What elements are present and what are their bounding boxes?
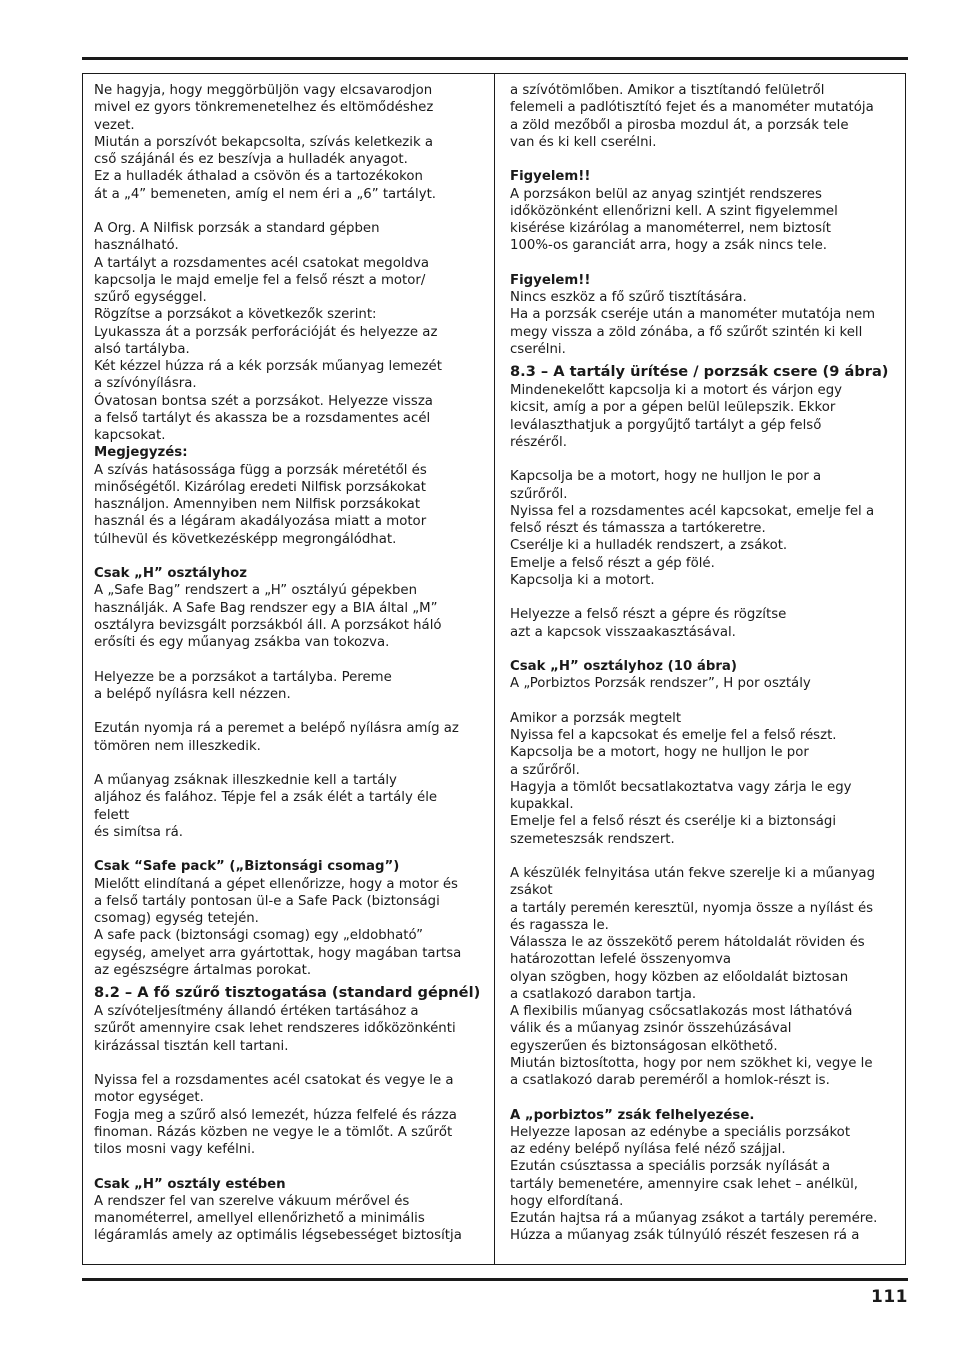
- text-line: alsó tartályba.: [94, 341, 190, 357]
- text-line: egyszerűen és biztonságosan elköthető.: [510, 1038, 778, 1054]
- text-line: Helyezze be a porzsákot a tartályba. Pereme: [94, 669, 392, 685]
- text-line: Ezután hajtsa rá a műanyag zsákot a tartály peremére.: [510, 1211, 878, 1226]
- subheading: Figyelem!!: [510, 169, 591, 185]
- text-line: kicsit, amíg a por a gépen belül leülepszik. Ekkor: [510, 400, 836, 416]
- text-line: Emelje fel a felső részt és cserélje ki a biztonsági: [510, 814, 837, 830]
- text-line: kapcsokat.: [94, 428, 166, 443]
- text-line: a zöld mezőből a pirosba mozdul át, a porzsák tele: [510, 117, 849, 133]
- text-line: Miután a porszívót bekapcsolta, szívás keletkezik a: [94, 134, 434, 150]
- text-line: A flexibilis műanyag csőcsatlakozás most láthatóvá: [510, 1004, 853, 1019]
- right-column: [510, 82, 902, 1262]
- text-line: a szívónyílásra.: [94, 376, 197, 392]
- text-line: Emelje a felső részt a gép fölé.: [510, 555, 715, 571]
- page-number: 111: [871, 1287, 908, 1307]
- text-line: a belépő nyílásra kell nézzen.: [94, 686, 291, 702]
- text-line: kapcsolja le majd emelje fel a felső részt a motor/: [94, 272, 426, 288]
- text-line: Ne hagyja, hogy meggörbüljön vagy elcsavarodjon: [94, 83, 433, 98]
- text-line: Kapcsolja be a motort, hogy ne hulljon le por: [510, 745, 809, 761]
- text-line: szűrő egységgel.: [94, 290, 207, 305]
- text-line: légáramlás amely az optimális légsebességet biztosítja: [94, 1228, 462, 1244]
- text-line: leválaszthatjuk a porgyűjtő tartályt a gép felső: [510, 417, 822, 433]
- text-line: A porzsákon belül az anyag szintjét rendszeres: [510, 186, 822, 202]
- text-line: a szívótömlőben. Amikor a tisztítandó felületről: [510, 83, 825, 98]
- text-line: [510, 848, 902, 865]
- text-line: túlhevül és következésképp megrongálódhat.: [94, 531, 397, 547]
- text-line: Rögzítse a porzsákot a következők szerint:: [94, 307, 377, 323]
- text-line: [510, 255, 902, 272]
- text-line: Nincs eszköz a fő szűrő tisztítására.: [510, 290, 747, 305]
- text-line: és simítsa rá.: [94, 824, 183, 840]
- text-line: minőségétől. Kizárólag eredeti Nilfisk porzsákokat: [94, 479, 426, 495]
- text-line: felső részt és támassza a tartókeretre.: [510, 521, 766, 536]
- text-line: Válassza le az összekötő perem hátoldalát röviden és: [510, 935, 865, 950]
- text-line: Cserélje ki a hulladék rendszert, a zsákot.: [510, 538, 788, 554]
- text-line: a csatlakozó darabon tartja.: [510, 986, 697, 1002]
- text-line: Két kézzel húzza rá a kék porzsák műanyag lemezét: [94, 359, 442, 374]
- text-line: [510, 641, 902, 658]
- text-line: a felső tartályt és akassza be a rozsdamentes acél: [94, 410, 431, 426]
- text-line: cső szájánál és ez beszívja a hulladék anyagot.: [94, 152, 408, 167]
- subheading: Csak „H” osztályhoz (10 ábra): [510, 659, 737, 674]
- text-line: zsákot: [510, 883, 553, 899]
- text-line: kisérése kizárólag a manométerrel, nem biztosít: [510, 221, 831, 236]
- text-line: Mindenekelőtt kapcsolja ki a motort és várjon egy: [510, 383, 843, 398]
- text-line: [94, 703, 486, 720]
- text-line: használják. A Safe Bag rendszer egy a BIA által „M”: [94, 600, 438, 616]
- text-line: időközönként ellenőrizni kell. A szint figyelemmel: [510, 203, 838, 219]
- text-line: Húzza a műanyag zsák túlnyúló részét feszesen rá a: [510, 1228, 860, 1244]
- subheading: A „porbiztos” zsák felhelyezése.: [510, 1107, 755, 1123]
- text-line: Helyezze a felső részt a gépre és rögzítse: [510, 607, 787, 623]
- text-line: mivel ez gyors tönkremenetelhez és eltömődéshez: [94, 100, 434, 116]
- text-line: használjon. Amennyiben nem Nilfisk porzsákokat: [94, 497, 421, 512]
- text-line: A „Porbiztos Porzsák rendszer”, H por osztály: [510, 676, 811, 692]
- text-line: [510, 151, 902, 168]
- text-line: Miután biztosította, hogy por nem szökhet ki, vegye le: [510, 1055, 873, 1071]
- text-line: A safe pack (biztonsági csomag) egy „eldobható”: [94, 928, 423, 944]
- text-line: A készülék felnyitása után fekve szerelje ki a műanyag: [510, 866, 876, 881]
- text-line: [510, 589, 902, 606]
- text-line: A Org. A Nilfisk porzsák a standard gépben: [94, 221, 380, 236]
- left-column: [94, 82, 486, 1262]
- text-line: a szűrőről.: [510, 762, 580, 778]
- bottom-rule: [82, 1278, 908, 1281]
- text-line: használható.: [94, 238, 179, 254]
- text-line: A tartályt a rozsdamentes acél csatokat megoldva: [94, 255, 430, 271]
- text-line: szemeteszsák rendszert.: [510, 831, 675, 847]
- text-line: azt a kapcsok visszaakasztásával.: [510, 624, 736, 640]
- subheading: Megjegyzés:: [94, 445, 188, 461]
- text-line: [94, 1055, 486, 1072]
- text-line: [94, 548, 486, 565]
- text-line: Ha a porzsák cseréje után a manométer mutatója nem: [510, 307, 876, 323]
- text-line: Amikor a porzsák megtelt: [510, 710, 682, 726]
- text-line: A szívás hatásossága függ a porzsák méretétől és: [94, 462, 427, 478]
- section-heading: 8.3 – A tartály ürítése / porzsák csere (9 ábra): [510, 363, 889, 380]
- text-line: a felső tartály pontosan ül-e a Safe Pack (biztonsági: [94, 893, 440, 909]
- section-heading: 8.2 – A fő szűrő tisztogatása (standard gépnél): [94, 984, 481, 1001]
- text-line: szűrőt amennyire csak lehet rendszeres időközönkénti: [94, 1021, 456, 1037]
- text-line: a tartály peremén keresztül, nyomja össze a nyílást és: [510, 900, 874, 916]
- text-line: Óvatosan bontsa szét a porzsákot. Helyezze vissza: [94, 393, 433, 409]
- text-line: Kapcsolja ki a motort.: [510, 572, 655, 588]
- text-line: válik és a műanyag zsinór összehúzásával: [510, 1021, 792, 1037]
- text-line: A szívóteljesítmény állandó értéken tartásához a: [94, 1004, 419, 1019]
- text-line: kupakkal.: [510, 797, 574, 812]
- text-line: [510, 693, 902, 710]
- text-line: [94, 1158, 486, 1175]
- text-line: Ezután csúsztassa a speciális porzsák nyílását a: [510, 1159, 831, 1175]
- text-line: Nyissa fel a rozsdamentes acél kapcsokat, emelje fel a: [510, 503, 875, 519]
- subheading: Csak „H” osztály estében: [94, 1176, 286, 1192]
- text-line: [94, 651, 486, 668]
- text-line: Helyezze laposan az edénybe a speciális porzsákot: [510, 1124, 851, 1140]
- text-line: Kapcsolja be a motort, hogy ne hulljon le por a: [510, 469, 822, 485]
- text-line: osztályra bevizsgált porzsákból áll. A porzsákot háló: [94, 617, 442, 633]
- subheading: Csak „H” osztályhoz: [94, 566, 248, 581]
- text-line: [510, 1089, 902, 1106]
- text-line: kirázással tisztán kell tartani.: [94, 1038, 289, 1054]
- text-line: egység, amelyet arra gyártottak, hogy magában tartsa: [94, 945, 462, 961]
- text-line: [94, 841, 486, 858]
- text-line: A műanyag zsáknak illeszkednie kell a tartály: [94, 773, 397, 788]
- text-line: az egészségre ártalmas porokat.: [94, 962, 312, 978]
- text-line: és ragassza le.: [510, 917, 609, 933]
- text-line: manométerrel, amellyel ellenőrizhető a minimális: [94, 1211, 425, 1226]
- text-line: A „Safe Bag” rendszert a „H” osztályú gépekben: [94, 583, 418, 599]
- text-line: [510, 451, 902, 468]
- text-line: olyan szögben, hogy közben az előoldalát biztosan: [510, 969, 849, 985]
- text-line: [94, 203, 486, 220]
- text-line: tilos mosni vagy kefélni.: [94, 1142, 256, 1157]
- text-line: vezet.: [94, 117, 135, 133]
- text-line: tömören nem illeszkedik.: [94, 738, 261, 754]
- text-line: van és ki kell cserélni.: [510, 134, 657, 150]
- text-line: cserélni.: [510, 341, 566, 357]
- subheading: Figyelem!!: [510, 272, 591, 288]
- text-line: 100%-os garanciát arra, hogy a zsák nincs tele.: [510, 238, 827, 254]
- text-line: Ezután nyomja rá a peremet a belépő nyílásra amíg az: [94, 721, 459, 737]
- text-line: használ és a légáram akadályozása miatt a motor: [94, 514, 427, 530]
- text-line: határozottan lefelé összenyomva: [510, 952, 731, 968]
- text-line: finoman. Rázás közben ne vegye le a tömlőt. A szűrőt: [94, 1124, 453, 1140]
- text-line: Nyissa fel a kapcsokat és emelje fel a felső részt.: [510, 728, 837, 743]
- text-line: A rendszer fel van szerelve vákuum mérővel és: [94, 1193, 410, 1209]
- text-line: Fogja meg a szűrő alsó lemezét, húzza felfelé és rázza: [94, 1107, 457, 1123]
- text-line: felett: [94, 807, 130, 823]
- text-line: Lyukassza át a porzsák perforációját és helyezze az: [94, 324, 438, 340]
- text-line: Ez a hulladék áthalad a csövön és a tartozékokon: [94, 169, 423, 185]
- text-line: Nyissa fel a rozsdamentes acél csatokat és vegye le a: [94, 1073, 454, 1088]
- text-line: csomag) egység tetején.: [94, 911, 259, 926]
- text-line: tartály bemenetére, amennyire csak lehet – anélkül,: [510, 1176, 859, 1192]
- text-line: Hagyja a tömlőt becsatlakoztatva vagy zárja le egy: [510, 779, 852, 795]
- text-line: hogy elfordítaná.: [510, 1193, 624, 1209]
- subheading: Csak “Safe pack” („Biztonsági csomag”): [94, 859, 400, 875]
- column-divider: [494, 73, 495, 1265]
- top-rule: [82, 57, 908, 60]
- text-line: felemeli a padlótisztító fejet és a manométer mutatója: [510, 100, 874, 116]
- text-line: át a „4” bemeneten, amíg el nem éri a „6” tartályt.: [94, 186, 437, 202]
- text-line: szűrőről.: [510, 486, 568, 502]
- text-line: részéről.: [510, 434, 567, 450]
- text-line: motor egységet.: [94, 1090, 204, 1106]
- text-line: [94, 755, 486, 772]
- text-line: a csatlakozó darab pereméről a homlok-részt is.: [510, 1073, 830, 1088]
- text-line: az edény belépő nyílása felé néző szájjal.: [510, 1142, 786, 1157]
- text-line: aljához és falához. Tépje fel a zsák élét a tartály éle: [94, 790, 438, 806]
- text-line: megy vissza a zöld zónába, a fő szűrőt szintén ki kell: [510, 324, 863, 340]
- text-line: Mielőtt elindítaná a gépet ellenőrizze, hogy a motor és: [94, 876, 458, 892]
- text-line: erősíti és egy műanyag zsákba van tokozva.: [94, 635, 390, 650]
